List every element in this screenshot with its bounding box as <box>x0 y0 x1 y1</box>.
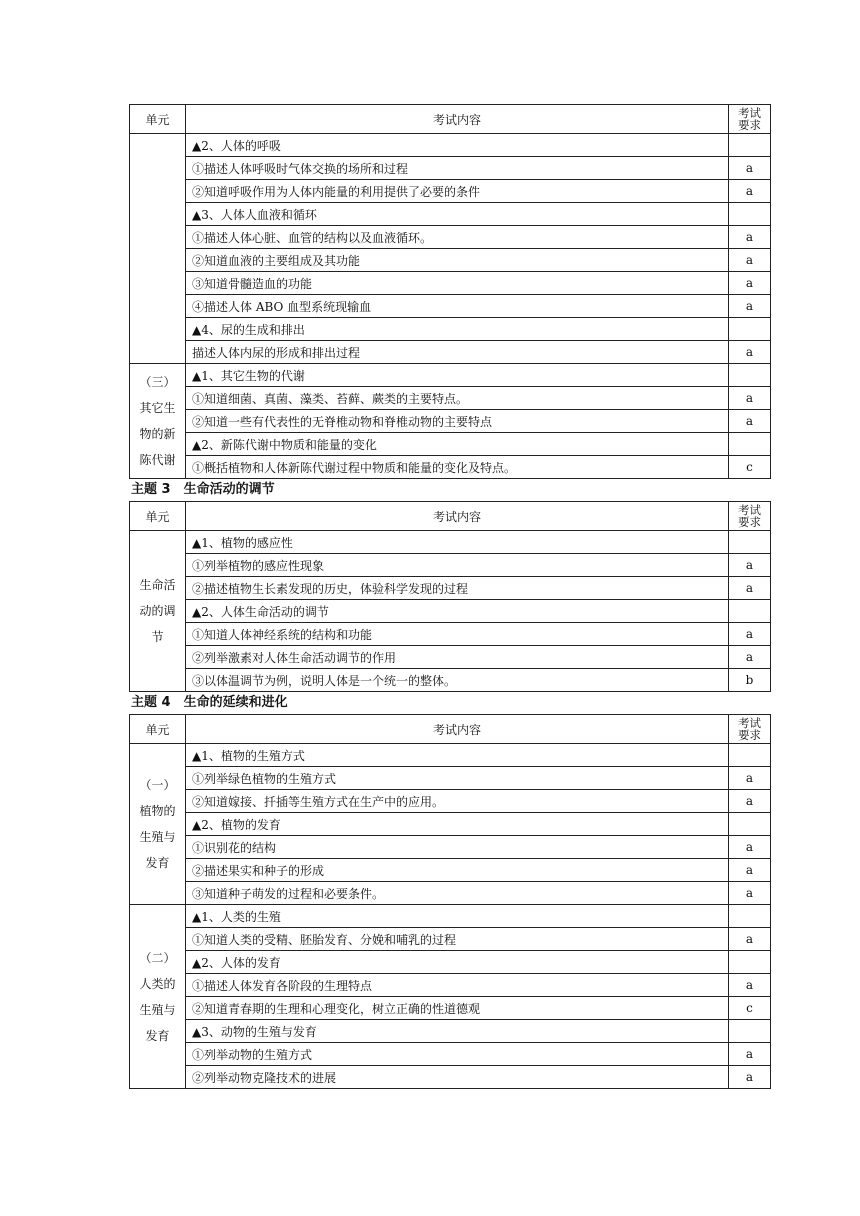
header-requirement: 考试 要求 <box>729 715 771 744</box>
requirement-cell: a <box>729 341 771 364</box>
requirement-cell: a <box>729 554 771 577</box>
table-row <box>130 859 771 882</box>
requirement-cell <box>729 134 771 157</box>
table-row <box>130 295 771 318</box>
requirement-cell: c <box>729 997 771 1020</box>
content-cell: ▲1、植物的生殖方式 <box>186 744 729 767</box>
content-cell: ②知道呼吸作用为人体内能量的利用提供了必要的条件 <box>186 180 729 203</box>
table-row <box>130 531 771 554</box>
content-cell: ④描述人体 ABO 血型系统现输血 <box>186 295 729 318</box>
requirement-cell: a <box>729 180 771 203</box>
table-row <box>130 646 771 669</box>
requirement-cell: a <box>729 1066 771 1089</box>
table-row <box>130 157 771 180</box>
content-cell: ③知道种子萌发的过程和必要条件。 <box>186 882 729 905</box>
syllabus-page <box>129 104 770 1089</box>
unit-label-line: 生殖与 <box>139 1002 176 1017</box>
requirement-cell <box>729 951 771 974</box>
unit-label-line: 发育 <box>145 1028 170 1043</box>
table-row <box>130 600 771 623</box>
syllabus-table-theme2 <box>129 104 771 479</box>
table-row <box>130 882 771 905</box>
content-cell: ①描述人体呼吸时气体交换的场所和过程 <box>186 157 729 180</box>
requirement-cell: a <box>729 790 771 813</box>
requirement-cell: a <box>729 836 771 859</box>
unit-label-line: 动的调 <box>139 604 176 618</box>
requirement-cell: c <box>729 456 771 479</box>
unit-label-line: （一） <box>139 778 176 792</box>
unit-label-line: 生殖与 <box>139 830 176 844</box>
table-row <box>130 249 771 272</box>
unit-cell-other-metabolism <box>130 364 186 479</box>
table-header-row <box>130 715 771 744</box>
requirement-cell: a <box>729 1043 771 1066</box>
table-row <box>130 1020 771 1043</box>
requirement-cell: a <box>729 767 771 790</box>
table-row <box>130 997 771 1020</box>
requirement-cell: a <box>729 295 771 318</box>
content-cell: ③以体温调节为例，说明人体是一个统一的整体。 <box>186 669 729 692</box>
requirement-cell <box>729 531 771 554</box>
content-cell: ▲2、人体的发育 <box>186 951 729 974</box>
content-cell: ▲1、植物的感应性 <box>186 531 729 554</box>
table-row <box>130 318 771 341</box>
content-cell: ①列举动物的生殖方式 <box>186 1043 729 1066</box>
requirement-cell: b <box>729 669 771 692</box>
content-cell: ▲3、动物的生殖与发育 <box>186 1020 729 1043</box>
requirement-cell: a <box>729 623 771 646</box>
content-cell: ②列举激素对人体生命活动调节的作用 <box>186 646 729 669</box>
table-row <box>130 134 771 157</box>
table-row <box>130 364 771 387</box>
requirement-cell: a <box>729 882 771 905</box>
table-row <box>130 410 771 433</box>
content-cell: ①描述人体心脏、血管的结构以及血液循环。 <box>186 226 729 249</box>
unit-label-line: 节 <box>151 630 164 644</box>
syllabus-table-theme4 <box>129 714 771 1089</box>
table-row <box>130 790 771 813</box>
content-cell: ▲4、尿的生成和排出 <box>186 318 729 341</box>
unit-label-line: 其它生 <box>139 401 176 415</box>
requirement-cell: a <box>729 249 771 272</box>
unit-cell-life-regulation <box>130 531 186 692</box>
requirement-cell: a <box>729 226 771 249</box>
content-cell: ②描述植物生长素发现的历史，体验科学发现的过程 <box>186 577 729 600</box>
table-row <box>130 180 771 203</box>
table-row <box>130 226 771 249</box>
content-cell: ▲1、人类的生殖 <box>186 905 729 928</box>
table-header-row <box>130 105 771 134</box>
content-cell: ▲1、其它生物的代谢 <box>186 364 729 387</box>
table-row <box>130 836 771 859</box>
unit-label-line: 发育 <box>145 856 170 870</box>
content-cell: ②知道嫁接、扦插等生殖方式在生产中的应用。 <box>186 790 729 813</box>
table-row <box>130 577 771 600</box>
content-cell: ①列举植物的感应性现象 <box>186 554 729 577</box>
content-cell: ①识别花的结构 <box>186 836 729 859</box>
table-row <box>130 928 771 951</box>
table-row <box>130 554 771 577</box>
requirement-cell <box>729 1020 771 1043</box>
table-row <box>130 341 771 364</box>
requirement-cell: a <box>729 646 771 669</box>
unit-cell-human-reproduction <box>130 905 186 1089</box>
requirement-cell: a <box>729 974 771 997</box>
table-row <box>130 744 771 767</box>
table-row <box>130 272 771 295</box>
unit-label-line: （三） <box>139 375 176 389</box>
content-cell: ①知道人类的受精、胚胎发育、分娩和哺乳的过程 <box>186 928 729 951</box>
unit-label-line: （二） <box>139 950 176 965</box>
requirement-cell: a <box>729 859 771 882</box>
section-title-theme4: 主题 4 生命的延续和进化 <box>131 695 288 710</box>
requirement-cell <box>729 364 771 387</box>
unit-label-line: 物的新 <box>139 427 176 441</box>
requirement-cell: a <box>729 577 771 600</box>
table-row <box>130 669 771 692</box>
requirement-cell <box>729 813 771 836</box>
content-cell: ①列举绿色植物的生殖方式 <box>186 767 729 790</box>
content-cell: ②知道一些有代表性的无脊椎动物和脊椎动物的主要特点 <box>186 410 729 433</box>
header-requirement: 考试 要求 <box>729 502 771 531</box>
header-content: 考试内容 <box>186 715 729 744</box>
unit-cell-respiration-circulation <box>130 134 186 364</box>
content-cell: ①知道人体神经系统的结构和功能 <box>186 623 729 646</box>
content-cell: ②描述果实和种子的形成 <box>186 859 729 882</box>
unit-label-line: 植物的 <box>139 804 176 818</box>
requirement-cell <box>729 905 771 928</box>
content-cell: ▲2、人体生命活动的调节 <box>186 600 729 623</box>
content-cell: ③知道骨髓造血的功能 <box>186 272 729 295</box>
header-unit: 单元 <box>130 715 186 744</box>
unit-label-line: 人类的 <box>139 976 176 991</box>
table-row <box>130 905 771 928</box>
content-cell: ▲3、人体人血液和循环 <box>186 203 729 226</box>
header-content: 考试内容 <box>186 105 729 134</box>
header-unit: 单元 <box>130 105 186 134</box>
table-row <box>130 433 771 456</box>
table-row <box>130 767 771 790</box>
unit-label-line: 生命活 <box>139 578 176 592</box>
table-row <box>130 813 771 836</box>
requirement-cell <box>729 744 771 767</box>
content-cell: ②知道青春期的生理和心理变化，树立正确的性道德观 <box>186 997 729 1020</box>
section-title-theme3: 主题 3 生命活动的调节 <box>131 482 275 497</box>
content-cell: ①描述人体发育各阶段的生理特点 <box>186 974 729 997</box>
header-requirement: 考试 要求 <box>729 105 771 134</box>
content-cell: 描述人体内尿的形成和排出过程 <box>186 341 729 364</box>
table-header-row <box>130 502 771 531</box>
requirement-cell <box>729 318 771 341</box>
requirement-cell: a <box>729 410 771 433</box>
content-cell: ②列举动物克隆技术的进展 <box>186 1066 729 1089</box>
unit-cell-plant-reproduction <box>130 744 186 905</box>
content-cell: ①概括植物和人体新陈代谢过程中物质和能量的变化及特点。 <box>186 456 729 479</box>
content-cell: ①知道细菌、真菌、藻类、苔藓、蕨类的主要特点。 <box>186 387 729 410</box>
table-row <box>130 203 771 226</box>
requirement-cell: a <box>729 928 771 951</box>
table-row <box>130 387 771 410</box>
syllabus-table-theme3 <box>129 501 771 692</box>
header-content: 考试内容 <box>186 502 729 531</box>
requirement-cell: a <box>729 387 771 410</box>
requirement-cell <box>729 600 771 623</box>
requirement-cell: a <box>729 272 771 295</box>
header-unit: 单元 <box>130 502 186 531</box>
table-row <box>130 623 771 646</box>
table-row <box>130 456 771 479</box>
requirement-cell <box>729 433 771 456</box>
content-cell: ▲2、新陈代谢中物质和能量的变化 <box>186 433 729 456</box>
content-cell: ②知道血液的主要组成及其功能 <box>186 249 729 272</box>
content-cell: ▲2、人体的呼吸 <box>186 134 729 157</box>
table-row <box>130 1043 771 1066</box>
unit-label-line: 陈代谢 <box>139 453 176 467</box>
table-row <box>130 974 771 997</box>
requirement-cell <box>729 203 771 226</box>
requirement-cell: a <box>729 157 771 180</box>
table-row <box>130 951 771 974</box>
content-cell: ▲2、植物的发育 <box>186 813 729 836</box>
table-row <box>130 1066 771 1089</box>
